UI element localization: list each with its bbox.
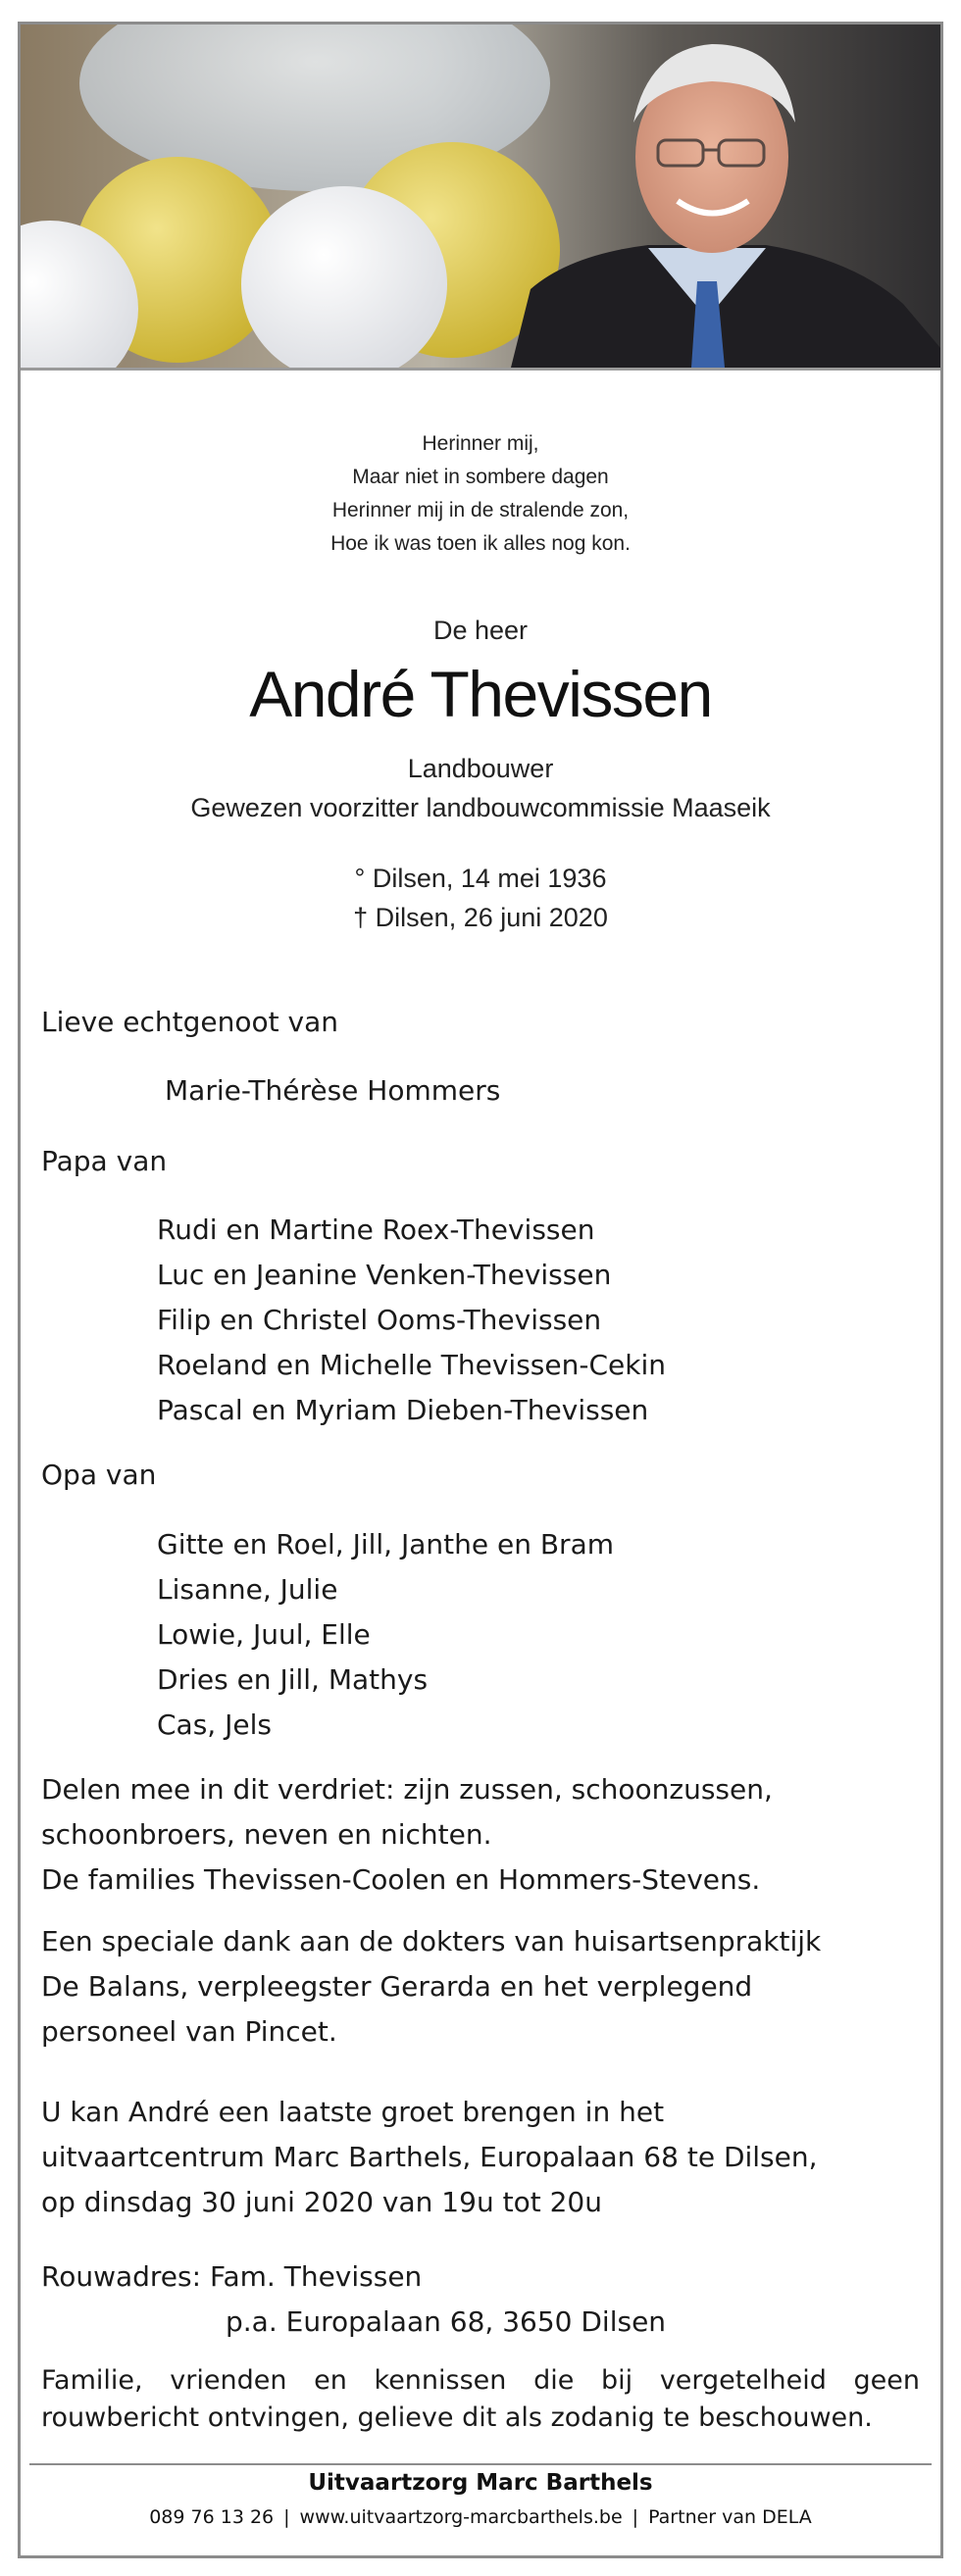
list-item: Filip en Christel Ooms-Thevissen — [157, 1304, 602, 1336]
list-item: Gitte en Roel, Jill, Janthe en Bram — [157, 1528, 615, 1560]
text-line: personeel van Pincet. — [41, 2015, 337, 2048]
grandchildren-list — [157, 1522, 614, 1748]
list-item: Pascal en Myriam Dieben-Thevissen — [157, 1394, 649, 1426]
list-item: Lisanne, Julie — [157, 1573, 338, 1606]
separator: | — [632, 2506, 639, 2528]
poem — [21, 427, 940, 561]
text-line: De families Thevissen-Coolen en Hommers-Stevens. — [41, 1863, 761, 1896]
role-line: Landbouwer — [407, 754, 554, 783]
deceased-name: André Thevissen — [249, 658, 712, 730]
list-item: Lowie, Juul, Elle — [157, 1618, 371, 1651]
text-line: Een speciale dank aan de dokters van huisartsenpraktijk — [41, 1925, 822, 1957]
notice-paragraph: Familie, vrienden en kennissen die bij vergetelheid geen rouwbericht ontvingen, gelieve dit als zodanig te beschouwen. — [41, 2365, 920, 2433]
thanks-paragraph — [41, 1919, 821, 2055]
spouse-name: Marie-Thérèse Hommers — [165, 1074, 501, 1107]
funeral-home-contact — [21, 2506, 940, 2528]
phone-number: 089 76 13 26 — [149, 2506, 275, 2528]
list-item: Luc en Jeanine Venken-Thevissen — [157, 1259, 612, 1291]
text-line: uitvaartcentrum Marc Barthels, Europalaan 68 te Dilsen, — [41, 2141, 818, 2173]
funeral-home-name: Uitvaartzorg Marc Barthels — [308, 2470, 653, 2496]
text-line: U kan André een laatste groet brengen in het — [41, 2096, 665, 2128]
text-line: schoonbroers, neven en nichten. — [41, 1818, 492, 1851]
sharing-paragraph — [41, 1767, 773, 1903]
grandchildren-heading: Opa van — [41, 1459, 157, 1491]
poem-line: Hoe ik was toen ik alles nog kon. — [330, 532, 631, 555]
role-line: Gewezen voorzitter landbouwcommissie Maaseik — [190, 793, 771, 822]
poem-line: Maar niet in sombere dagen — [352, 466, 609, 488]
roles — [21, 749, 940, 827]
portrait-photo — [21, 25, 940, 368]
text-line: Delen mee in dit verdriet: zijn zussen, schoonzussen, — [41, 1773, 773, 1806]
list-item: Rudi en Martine Roex-Thevissen — [157, 1214, 595, 1246]
text-line: De Balans, verpleegster Gerarda en het verplegend — [41, 1970, 753, 2003]
list-item: Cas, Jels — [157, 1709, 272, 1741]
children-heading: Papa van — [41, 1145, 168, 1177]
separator: | — [283, 2506, 290, 2528]
list-item: Dries en Jill, Mathys — [157, 1663, 429, 1696]
farewell-paragraph — [41, 2090, 818, 2225]
address-line: p.a. Europalaan 68, 3650 Dilsen — [226, 2305, 667, 2338]
birth-date: ° Dilsen, 14 mei 1936 — [354, 864, 607, 893]
address-label: Rouwadres: Fam. Thevissen — [41, 2260, 423, 2293]
footer-divider — [29, 2463, 932, 2465]
list-item: Roeland en Michelle Thevissen-Cekin — [157, 1349, 666, 1381]
honorific: De heer — [432, 616, 529, 645]
poem-line: Herinner mij, — [422, 432, 539, 455]
partner-text: Partner van DELA — [648, 2506, 812, 2528]
poem-line: Herinner mij in de stralende zon, — [331, 499, 630, 521]
spouse-heading: Lieve echtgenoot van — [41, 1006, 339, 1038]
website-link[interactable]: www.uitvaartzorg-marcbarthels.be — [299, 2506, 623, 2528]
photo-divider — [21, 368, 940, 371]
life-dates — [21, 859, 940, 937]
death-date: † Dilsen, 26 juni 2020 — [353, 903, 608, 932]
text-line: op dinsdag 30 juni 2020 van 19u tot 20u — [41, 2186, 602, 2218]
children-list — [157, 1208, 666, 1433]
